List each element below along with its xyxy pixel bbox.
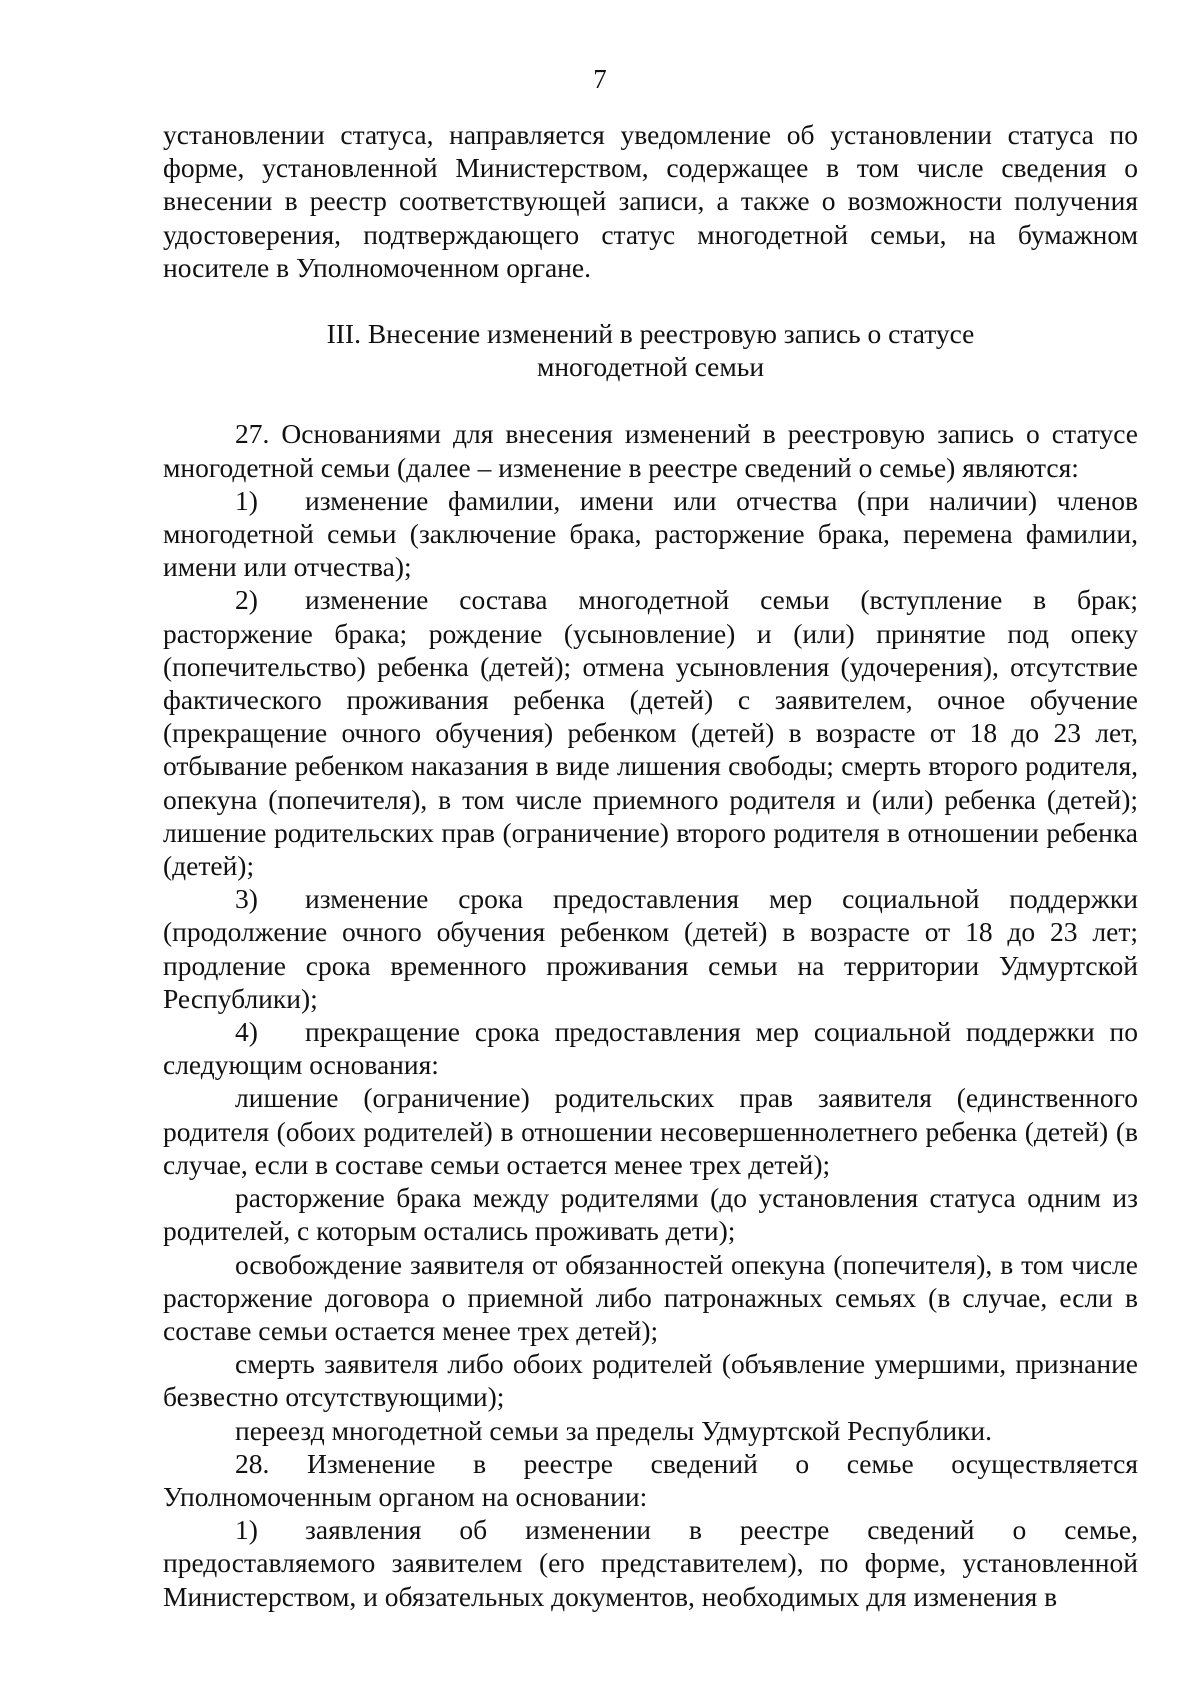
page-number: 7 [593, 64, 607, 94]
item-text: изменение фамилии, имени или отчества (при наличии) членов многодетной семьи (заключение брака, расторжение брака, перемена фамилии, имени или отчества); [163, 484, 1138, 583]
intro-paragraph: установлении статуса, направляется уведомление об установлении статуса по форме, установленной Министерством, содержащее в том числе сведения о внесении в реестр соответствующей записи, а также о возможности получения удостоверения, подтверждающего статус многодетной семьи, на бумажном носителе в Уполномоченном органе. [163, 119, 1138, 283]
clause-27-item-2 [163, 583, 1138, 882]
item-number: 1) [235, 1514, 258, 1546]
clause-27-item-4 [163, 1015, 1138, 1081]
section-heading-line-2: многодетной семьи [536, 351, 765, 383]
clause-28: 28. Изменение в реестре сведений о семье осуществляется Уполномоченным органом на основании: [163, 1447, 1138, 1512]
item-text: изменение состава многодетной семьи (вступление в брак; расторжение брака; рождение (усыновление) и (или) принятие под опеку (попечительство) ребенка (детей); отмена усыновления (удочерения), отсутствие фактического проживания ребенка (детей) с заявителем, очное обучение (прекращение очного обучения) ребенком (детей) в возрасте от 18 до 23 лет, отбывание ребенком наказания в виде лишения свободы; смерть второго родителя, опекуна (попечителя), в том числе приемного родителя и (или) ребенка (детей); лишение родительских прав (ограничение) второго родителя в отношении ребенка (детей); [163, 584, 1138, 882]
item-text: заявления об изменении в реестре сведений о семье, предоставляемого заявителем (его представителем), по форме, установленной Министерством, и обязательных документов, необходимых для изменения в [163, 1514, 1138, 1612]
clause-28-item-1 [163, 1513, 1138, 1613]
clause-27-subitem-5: переезд многодетной семьи за пределы Удмуртской Республики. [235, 1414, 993, 1446]
document-body [163, 118, 1138, 1613]
item-number: 3) [235, 883, 258, 915]
clause-27-item-1 [163, 484, 1138, 584]
item-number: 4) [235, 1016, 258, 1048]
item-number: 2) [235, 584, 258, 616]
clause-27-subitem-3: освобождение заявителя от обязанностей опекуна (попечителя), в том числе расторжение договора о приемной либо патронажных семьях (в случае, если в составе семьи остается менее трех детей); [163, 1248, 1138, 1346]
clause-27-subitem-1: лишение (ограничение) родительских прав заявителя (единственного родителя (обоих родителей) в отношении несовершеннолетнего ребенка (детей) (в случае, если в составе семьи остается менее трех детей); [163, 1082, 1138, 1180]
item-text: изменение срока предоставления мер социальной поддержки (продолжение очного обучения ребенком (детей) в возрасте от 18 до 23 лет; продление срока временного проживания семьи на территории Удмуртской Республики); [163, 883, 1138, 1014]
section-heading-line-1: III. Внесение изменений в реестровую запись о статусе [326, 318, 975, 350]
clause-27-subitem-2: расторжение брака между родителями (до установления статуса одним из родителей, с которым остались проживать дети); [163, 1182, 1138, 1247]
section-heading [163, 317, 1138, 383]
item-text: прекращение срока предоставления мер социальной поддержки по следующим основания: [163, 1016, 1138, 1081]
item-number: 1) [235, 484, 258, 516]
clause-27-item-3 [163, 882, 1138, 1015]
clause-27-subitem-4: смерть заявителя либо обоих родителей (объявление умершими, признание безвестно отсутствующими); [163, 1348, 1138, 1413]
clause-27: 27. Основаниями для внесения изменений в реестровую запись о статусе многодетной семьи (далее – изменение в реестре сведений о семье) являются: [163, 418, 1138, 483]
